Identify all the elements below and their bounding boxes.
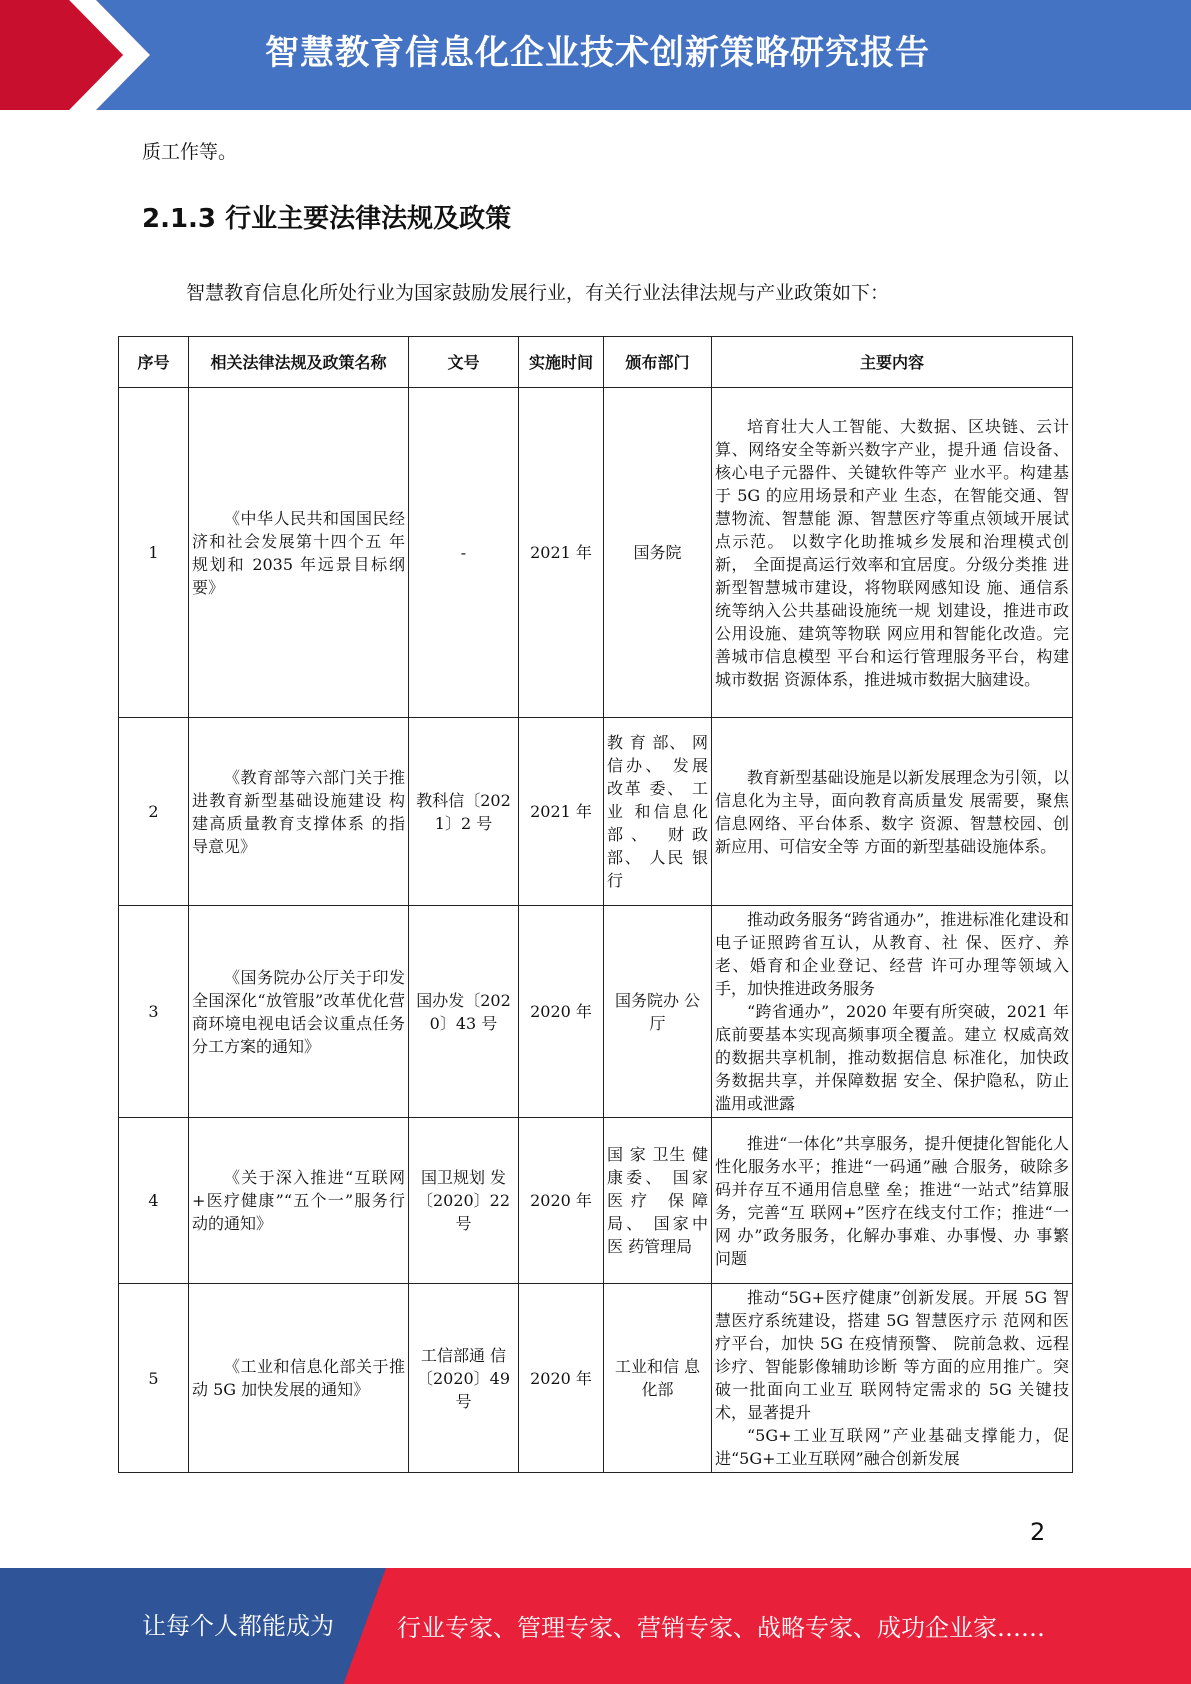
row-num: 2 xyxy=(119,718,189,906)
table-row xyxy=(119,718,1073,906)
header-dept: 颁布部门 xyxy=(604,337,712,388)
table-row xyxy=(119,906,1073,1118)
row-name: 《工业和信息化部关于推动 5G 加快发展的通知》 xyxy=(189,1284,409,1473)
row-dept: 国 家 卫生 健康委、 国家医疗 保障局、 国家中医 药管理局 xyxy=(604,1118,712,1284)
report-title: 智慧教育信息化企业技术创新策略研究报告 xyxy=(265,33,930,73)
row-name: 《教育部等六部门关于推 进教育新型基础设施建设 构建高质量教育支撑体系 的指导意见》 xyxy=(189,718,409,906)
row-date: 2020 年 xyxy=(519,906,604,1118)
page-header xyxy=(0,0,1191,110)
row-name: 《国务院办公厅关于印发 全国深化“放管服”改革优化营商环境电视电话会议重点任务分工方案的通知》 xyxy=(189,906,409,1118)
row-content xyxy=(712,1284,1073,1473)
intro-paragraph: 智慧教育信息化所处行业为国家鼓励发展行业，有关行业法律法规与产业政策如下： xyxy=(186,282,890,304)
row-num: 3 xyxy=(119,906,189,1118)
header-doc: 文号 xyxy=(409,337,519,388)
row-content: 推进“一体化”共享服务，提升便捷化智能化人性化服务水平；推进“一码通”融 合服务，破除多码并存互不通用信息壁 垒；推进“一站式”结算服务，完善“互 联网+”医疗在线支付工作；推进“一网 办”政务服务，化解办事难、办事慢、办 事繁问题 xyxy=(712,1118,1073,1284)
row-num: 4 xyxy=(119,1118,189,1284)
row-content: 培育壮大人工智能、大数据、区块链、云计算、网络安全等新兴数字产业，提升通 信设备、核心电子元器件、关键软件等产 业水平。构建基于 5G 的应用场景和产业 生态，在智能交通、智慧物流、智慧能 源、智慧医疗等重点领域开展试点示范。 以数字化助推城乡发展和治理模式创新， 全面提高运行效率和宜居度。分级分类推 进新型智慧城市建设，将物联网感知设 施、通信系统等纳入公共基础设施统一规 划建设，推进市政公用设施、建筑等物联 网应用和智能化改造。完善城市信息模型 平台和运行管理服务平台，构建城市数据 资源体系，推进城市数据大脑建设。 xyxy=(712,388,1073,718)
row-num: 1 xyxy=(119,388,189,718)
table-row xyxy=(119,1118,1073,1284)
row-date: 2020 年 xyxy=(519,1118,604,1284)
row-doc: 教科信〔2021〕2 号 xyxy=(409,718,519,906)
row-doc: - xyxy=(409,388,519,718)
header-content: 主要内容 xyxy=(712,337,1073,388)
row-date: 2020 年 xyxy=(519,1284,604,1473)
footer-slogan-right: 行业专家、管理专家、营销专家、战略专家、成功企业家…… xyxy=(397,1614,1045,1642)
continued-text: 质工作等。 xyxy=(142,141,238,163)
page-footer xyxy=(0,1568,1191,1684)
row-content-para: 推动“5G+医疗健康”创新发展。开展 5G 智慧医疗系统建设，搭建 5G 智慧医疗示 范网和医疗平台，加快 5G 在疫情预警、 院前急救、远程诊疗、智能影像辅助诊断 等方面的应用推广。突破一批面向工业互 联网特定需求的 5G 关键技术，显著提升 xyxy=(715,1288,1069,1422)
header-name: 相关法律法规及政策名称 xyxy=(189,337,409,388)
footer-slogan-left: 让每个人都能成为 xyxy=(142,1612,334,1640)
table-row xyxy=(119,1284,1073,1473)
header-num: 序号 xyxy=(119,337,189,388)
policy-table xyxy=(118,336,1073,1473)
row-dept: 教 育 部、 网信办、 发展改革 委、 工业 和信息化 部、 财政 部、 人民 银行 xyxy=(604,718,712,906)
row-dept: 国务院办 公厅 xyxy=(604,906,712,1118)
row-content: 教育新型基础设施是以新发展理念为引领，以信息化为主导，面向教育高质量发 展需要，聚焦信息网络、平台体系、数字 资源、智慧校园、创新应用、可信安全等 方面的新型基础设施体系。 xyxy=(712,718,1073,906)
page-number: 2 xyxy=(1030,1518,1046,1546)
row-name: 《中华人民共和国国民经 济和社会发展第十四个五 年规划和 2035 年远景目标纲要》 xyxy=(189,388,409,718)
row-date: 2021 年 xyxy=(519,388,604,718)
row-content-para: “跨省通办”，2020 年要有所突破，2021 年底前要基本实现高频事项全覆盖。建立 权威高效的数据共享机制，推动数据信息 标准化，加快政务数据共享，并保障数据 安全、保护隐私，防止滥用或泄露 xyxy=(715,1002,1069,1113)
row-name: 《关于深入推进“互联网 +医疗健康”“五个一”服务行动的通知》 xyxy=(189,1118,409,1284)
row-doc: 国办发〔2020〕43 号 xyxy=(409,906,519,1118)
row-dept: 国务院 xyxy=(604,388,712,718)
row-dept: 工业和信 息化部 xyxy=(604,1284,712,1473)
table-row xyxy=(119,388,1073,718)
row-content xyxy=(712,906,1073,1118)
section-heading: 2.1.3 行业主要法律法规及政策 xyxy=(142,204,512,234)
row-doc: 国卫规划 发〔2020〕22 号 xyxy=(409,1118,519,1284)
row-date: 2021 年 xyxy=(519,718,604,906)
header-date: 实施时间 xyxy=(519,337,604,388)
row-content-para: “5G+工业互联网”产业基础支撑能力，促进“5G+工业互联网”融合创新发展 xyxy=(715,1426,1069,1468)
row-doc: 工信部通 信〔2020〕49 号 xyxy=(409,1284,519,1473)
row-content-para: 推动政务服务“跨省通办”，推进标准化建设和电子证照跨省互认，从教育、社 保、医疗、养老、婚育和企业登记、经营 许可办理等领域入手，加快推进政务服务 xyxy=(715,910,1069,998)
table-header-row xyxy=(119,337,1073,388)
row-num: 5 xyxy=(119,1284,189,1473)
